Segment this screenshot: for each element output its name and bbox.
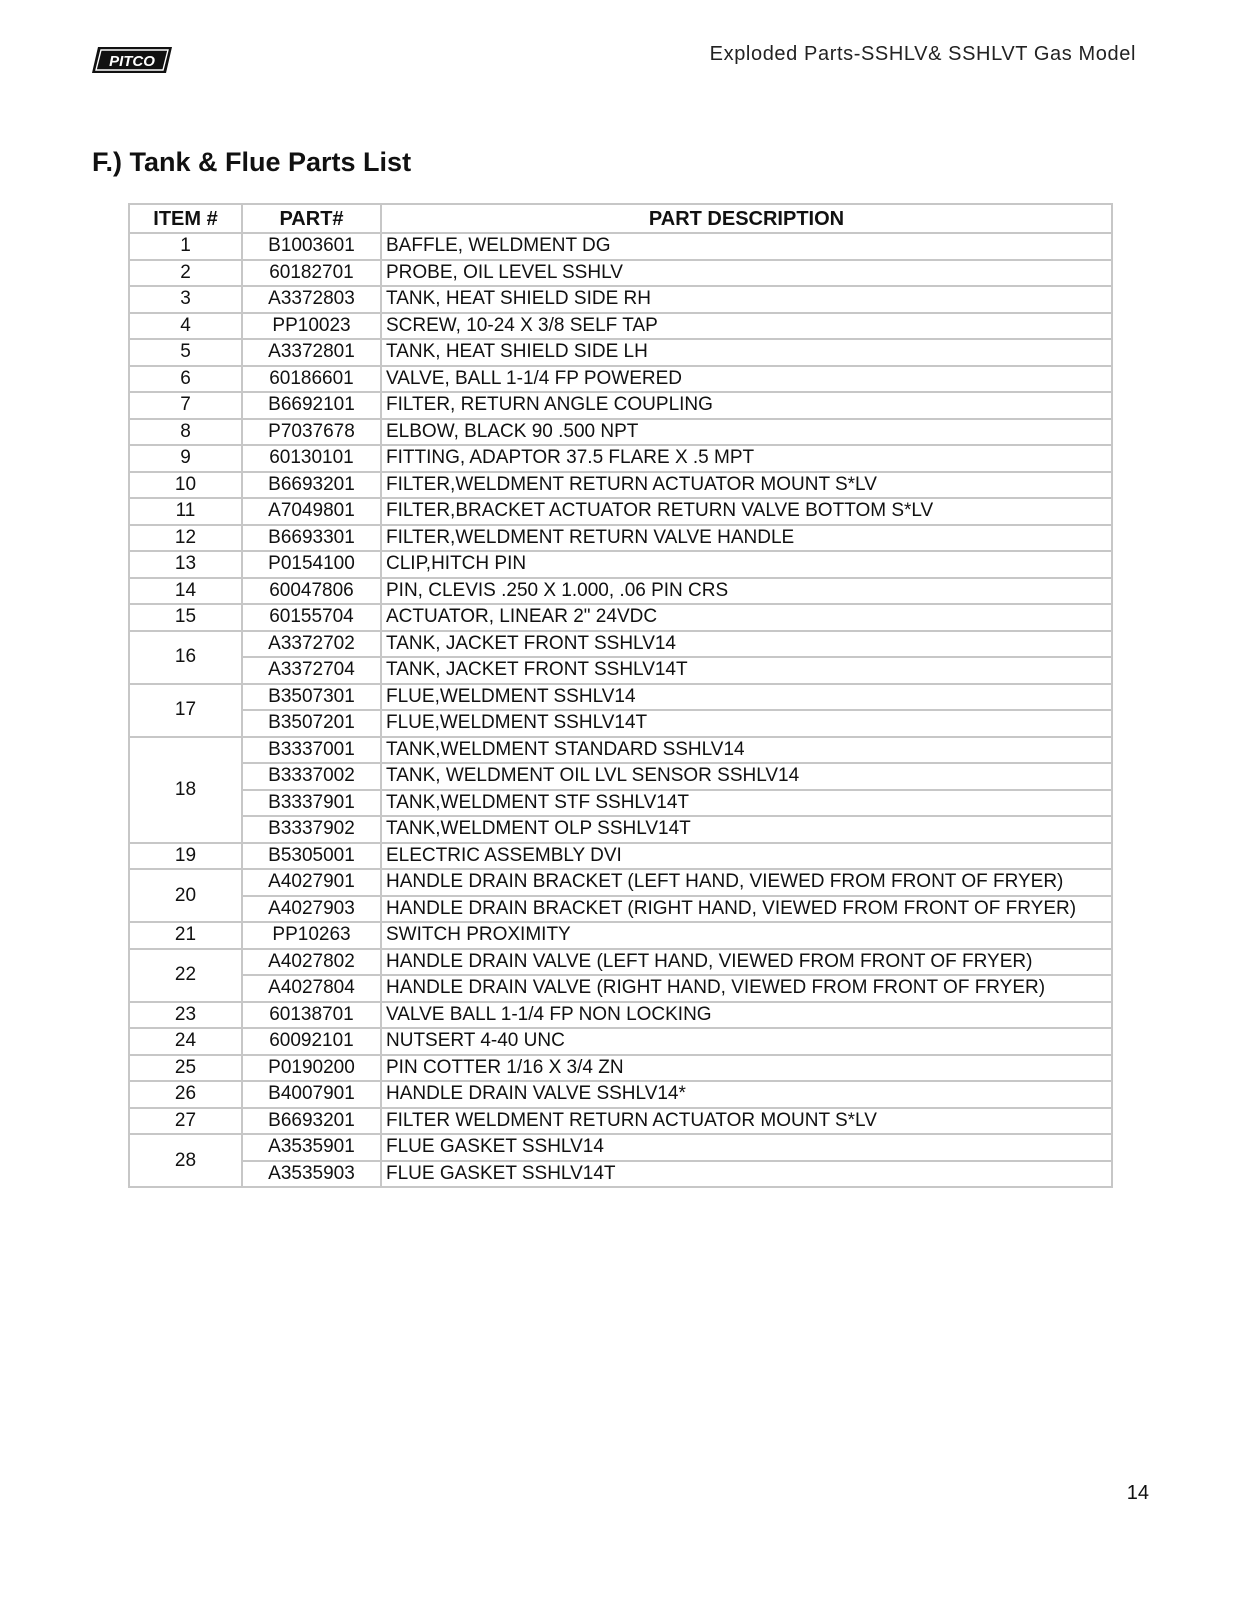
item-number-cell: 11 xyxy=(129,498,242,525)
column-header-item: ITEM # xyxy=(129,204,242,233)
part-description-cell: FLUE GASKET SSHLV14T xyxy=(381,1161,1112,1188)
table-row xyxy=(129,684,1112,711)
item-number-cell: 22 xyxy=(129,949,242,1002)
part-number-cell: A4027804 xyxy=(242,975,381,1002)
table-row xyxy=(129,1108,1112,1135)
part-description-cell: HANDLE DRAIN BRACKET (RIGHT HAND, VIEWED FROM FRONT OF FRYER) xyxy=(381,896,1112,923)
part-description-cell: ACTUATOR, LINEAR 2" 24VDC xyxy=(381,604,1112,631)
section-title: F.) Tank & Flue Parts List xyxy=(92,147,412,177)
part-description-cell: VALVE, BALL 1-1/4 FP POWERED xyxy=(381,366,1112,393)
table-row xyxy=(129,657,1112,684)
part-description-cell: TANK,WELDMENT OLP SSHLV14T xyxy=(381,816,1112,843)
part-description-cell: HANDLE DRAIN VALVE (RIGHT HAND, VIEWED FROM FRONT OF FRYER) xyxy=(381,975,1112,1002)
part-number-cell: 60155704 xyxy=(242,604,381,631)
table-row xyxy=(129,445,1112,472)
table-row xyxy=(129,392,1112,419)
logo-text: PITCO xyxy=(109,53,155,70)
item-number-cell: 10 xyxy=(129,472,242,499)
part-number-cell: B6693301 xyxy=(242,525,381,552)
part-number-cell: A3372803 xyxy=(242,286,381,313)
part-number-cell: B3507301 xyxy=(242,684,381,711)
part-description-cell: FILTER, RETURN ANGLE COUPLING xyxy=(381,392,1112,419)
table-row xyxy=(129,1134,1112,1161)
part-number-cell: 60138701 xyxy=(242,1002,381,1029)
item-number-cell: 15 xyxy=(129,604,242,631)
part-description-cell: TANK,WELDMENT STANDARD SSHLV14 xyxy=(381,737,1112,764)
part-number-cell: A4027903 xyxy=(242,896,381,923)
table-row xyxy=(129,922,1112,949)
part-number-cell: B4007901 xyxy=(242,1081,381,1108)
item-number-cell: 17 xyxy=(129,684,242,737)
item-number-cell: 6 xyxy=(129,366,242,393)
part-description-cell: ELECTRIC ASSEMBLY DVI xyxy=(381,843,1112,870)
part-description-cell: FILTER WELDMENT RETURN ACTUATOR MOUNT S*LV xyxy=(381,1108,1112,1135)
part-number-cell: B3337902 xyxy=(242,816,381,843)
part-description-cell: FILTER,BRACKET ACTUATOR RETURN VALVE BOTTOM S*LV xyxy=(381,498,1112,525)
part-description-cell: NUTSERT 4-40 UNC xyxy=(381,1028,1112,1055)
table-row xyxy=(129,737,1112,764)
part-number-cell: A3535901 xyxy=(242,1134,381,1161)
part-description-cell: ELBOW, BLACK 90 .500 NPT xyxy=(381,419,1112,446)
part-number-cell: B6693201 xyxy=(242,472,381,499)
item-number-cell: 5 xyxy=(129,339,242,366)
part-number-cell: B1003601 xyxy=(242,233,381,260)
item-number-cell: 12 xyxy=(129,525,242,552)
table-row xyxy=(129,975,1112,1002)
part-number-cell: PP10023 xyxy=(242,313,381,340)
item-number-cell: 16 xyxy=(129,631,242,684)
item-number-cell: 23 xyxy=(129,1002,242,1029)
part-description-cell: TANK, JACKET FRONT SSHLV14T xyxy=(381,657,1112,684)
item-number-cell: 28 xyxy=(129,1134,242,1187)
item-number-cell: 7 xyxy=(129,392,242,419)
table-row xyxy=(129,339,1112,366)
table-row xyxy=(129,949,1112,976)
item-number-cell: 26 xyxy=(129,1081,242,1108)
part-description-cell: TANK, WELDMENT OIL LVL SENSOR SSHLV14 xyxy=(381,763,1112,790)
part-description-cell: FITTING, ADAPTOR 37.5 FLARE X .5 MPT xyxy=(381,445,1112,472)
table-row xyxy=(129,472,1112,499)
item-number-cell: 27 xyxy=(129,1108,242,1135)
table-header-row xyxy=(129,204,1112,233)
item-number-cell: 1 xyxy=(129,233,242,260)
part-number-cell: 60182701 xyxy=(242,260,381,287)
table-row xyxy=(129,578,1112,605)
part-number-cell: A4027901 xyxy=(242,869,381,896)
page-number: 14 xyxy=(1126,1482,1149,1504)
table-row xyxy=(129,604,1112,631)
part-description-cell: TANK, HEAT SHIELD SIDE LH xyxy=(381,339,1112,366)
table-row xyxy=(129,843,1112,870)
column-header-description: PART DESCRIPTION xyxy=(381,204,1112,233)
table-row xyxy=(129,816,1112,843)
part-description-cell: VALVE BALL 1-1/4 FP NON LOCKING xyxy=(381,1002,1112,1029)
table-row xyxy=(129,896,1112,923)
part-number-cell: A3535903 xyxy=(242,1161,381,1188)
table-row xyxy=(129,869,1112,896)
part-number-cell: P7037678 xyxy=(242,419,381,446)
part-number-cell: B3337002 xyxy=(242,763,381,790)
part-description-cell: FILTER,WELDMENT RETURN ACTUATOR MOUNT S*LV xyxy=(381,472,1112,499)
part-number-cell: P0154100 xyxy=(242,551,381,578)
item-number-cell: 21 xyxy=(129,922,242,949)
item-number-cell: 2 xyxy=(129,260,242,287)
item-number-cell: 4 xyxy=(129,313,242,340)
part-number-cell: B5305001 xyxy=(242,843,381,870)
item-number-cell: 3 xyxy=(129,286,242,313)
table-row xyxy=(129,1161,1112,1188)
item-number-cell: 18 xyxy=(129,737,242,843)
table-row xyxy=(129,631,1112,658)
table-row xyxy=(129,710,1112,737)
table-row xyxy=(129,790,1112,817)
part-description-cell: PIN COTTER 1/16 X 3/4 ZN xyxy=(381,1055,1112,1082)
item-number-cell: 9 xyxy=(129,445,242,472)
table-row xyxy=(129,313,1112,340)
table-row xyxy=(129,286,1112,313)
table-row xyxy=(129,763,1112,790)
part-description-cell: HANDLE DRAIN BRACKET (LEFT HAND, VIEWED FROM FRONT OF FRYER) xyxy=(381,869,1112,896)
table-row xyxy=(129,1055,1112,1082)
part-description-cell: HANDLE DRAIN VALVE (LEFT HAND, VIEWED FROM FRONT OF FRYER) xyxy=(381,949,1112,976)
part-number-cell: A3372801 xyxy=(242,339,381,366)
part-number-cell: 60092101 xyxy=(242,1028,381,1055)
table-row xyxy=(129,525,1112,552)
part-description-cell: TANK,WELDMENT STF SSHLV14T xyxy=(381,790,1112,817)
part-description-cell: FLUE,WELDMENT SSHLV14T xyxy=(381,710,1112,737)
part-description-cell: SWITCH PROXIMITY xyxy=(381,922,1112,949)
table-row xyxy=(129,419,1112,446)
item-number-cell: 19 xyxy=(129,843,242,870)
part-number-cell: A3372702 xyxy=(242,631,381,658)
part-number-cell: B6693201 xyxy=(242,1108,381,1135)
table-row xyxy=(129,1081,1112,1108)
part-number-cell: B6692101 xyxy=(242,392,381,419)
part-description-cell: TANK, JACKET FRONT SSHLV14 xyxy=(381,631,1112,658)
table-row xyxy=(129,551,1112,578)
part-description-cell: PROBE, OIL LEVEL SSHLV xyxy=(381,260,1112,287)
part-description-cell: FILTER,WELDMENT RETURN VALVE HANDLE xyxy=(381,525,1112,552)
part-description-cell: FLUE,WELDMENT SSHLV14 xyxy=(381,684,1112,711)
part-number-cell: P0190200 xyxy=(242,1055,381,1082)
pitco-logo xyxy=(92,46,172,74)
part-number-cell: B3507201 xyxy=(242,710,381,737)
item-number-cell: 8 xyxy=(129,419,242,446)
part-number-cell: 60047806 xyxy=(242,578,381,605)
table-row xyxy=(129,260,1112,287)
table-row xyxy=(129,1028,1112,1055)
item-number-cell: 24 xyxy=(129,1028,242,1055)
table-row xyxy=(129,366,1112,393)
part-description-cell: HANDLE DRAIN VALVE SSHLV14* xyxy=(381,1081,1112,1108)
part-description-cell: PIN, CLEVIS .250 X 1.000, .06 PIN CRS xyxy=(381,578,1112,605)
part-number-cell: PP10263 xyxy=(242,922,381,949)
item-number-cell: 25 xyxy=(129,1055,242,1082)
table-row xyxy=(129,498,1112,525)
part-number-cell: A7049801 xyxy=(242,498,381,525)
part-number-cell: B3337901 xyxy=(242,790,381,817)
parts-table-body xyxy=(129,233,1112,1187)
part-number-cell: A4027802 xyxy=(242,949,381,976)
column-header-part: PART# xyxy=(242,204,381,233)
parts-table xyxy=(128,203,1113,1188)
part-number-cell: A3372704 xyxy=(242,657,381,684)
part-description-cell: FLUE GASKET SSHLV14 xyxy=(381,1134,1112,1161)
item-number-cell: 20 xyxy=(129,869,242,922)
table-row xyxy=(129,233,1112,260)
part-description-cell: BAFFLE, WELDMENT DG xyxy=(381,233,1112,260)
item-number-cell: 13 xyxy=(129,551,242,578)
part-number-cell: 60130101 xyxy=(242,445,381,472)
part-description-cell: SCREW, 10-24 X 3/8 SELF TAP xyxy=(381,313,1112,340)
part-description-cell: TANK, HEAT SHIELD SIDE RH xyxy=(381,286,1112,313)
document-header: Exploded Parts-SSHLV& SSHLVT Gas Model xyxy=(709,43,1136,65)
item-number-cell: 14 xyxy=(129,578,242,605)
part-number-cell: 60186601 xyxy=(242,366,381,393)
part-number-cell: B3337001 xyxy=(242,737,381,764)
part-description-cell: CLIP,HITCH PIN xyxy=(381,551,1112,578)
table-row xyxy=(129,1002,1112,1029)
